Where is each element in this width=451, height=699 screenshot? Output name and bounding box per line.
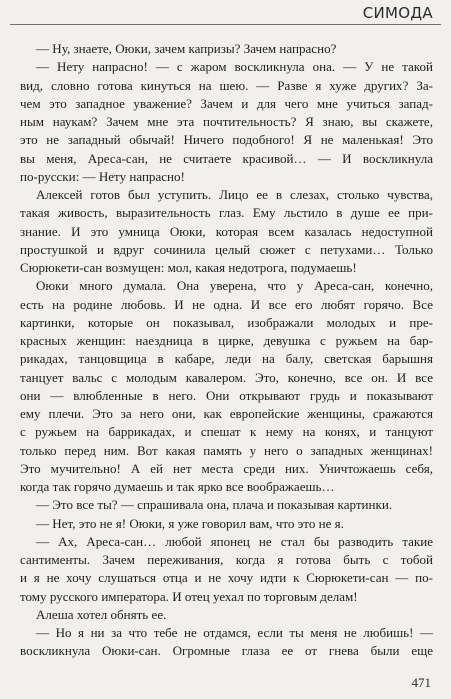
text-line: Алексей готов был уступить. Лицо ее в слезах, столько чувства, [36,187,433,202]
text-line: — Это все ты? — спрашивала она, плача и показывая картинки. [36,497,393,513]
text-line: и я не хочу слушаться отца и не хочу идти к Сюрюкети-сан — по- [20,570,433,586]
text-line: — Нету напрасно! — с жаром воскликнула она. — У не такой [36,59,433,75]
text-line: — Нет, это не я! Оюки, я уже говорил вам, что это не я. [36,515,344,531]
text-line: Алеша хотел обнять ее. [36,606,167,622]
text-line: тому русского императора. И отец уехал по торговым делам! [20,588,358,604]
running-head: СИМОДА [362,4,433,22]
text-line: красных женщин: наездница в цирке, девушка с ружьем на бар- [20,333,433,348]
text-line: есть на родине любовь. И не одна. И все его любят горячо. Все [20,296,433,312]
text-line: по-русски: — Нету напрасно! [20,168,185,184]
text-line: сантименты. Зачем переживания, когда я готова быть с тобой [20,552,433,567]
text-line: ным наукам? Зачем мне эта почтительность? Я знаю, вы скажете, [20,114,433,129]
page-number: 471 [411,675,431,690]
page-header [0,0,451,26]
text-line: знание. И это умница Оюки, которая всем казалась недоступной [20,223,433,239]
text-line: чем это западное уважение? Зачем и для чего мне учиться запад- [20,95,433,111]
text-line: Оюки много думала. Она уверена, что у Ареса-сан, конечно, [36,278,433,294]
text-line: Сюрюкети-сан возмущен: мол, какая недотрога, подумаешь! [20,260,357,275]
text-line: — Но я ни за что тебе не отдамся, если ты меня не любишь! — [36,625,433,640]
text-line: вид, словно готова кинуться на шею. — Разве я хуже других? За- [20,77,433,93]
header-rule [10,24,441,25]
text-line: воскликнула Оюки-сан. Огромные глаза ее от гнева были еще [20,643,433,659]
text-line: когда так горячо думаешь и так ярко все воображаешь… [20,479,335,494]
text-line: вы меня, Ареса-сан, не считаете красивой… — И воскликнула [20,150,433,166]
text-line: картинки, которые он показывал, изображали молодых и пре- [20,314,433,330]
text-line: Это мучительно! А ей нет места среди них. Уничтожаешь себя, [20,460,433,476]
text-line: танцует вальс с молодым кавалером. Это, конечно, все он. И все [20,369,433,385]
text-line: это не западный обычай! Ничего подобного! Я не маленькая! Это [20,132,433,148]
text-line: — Ну, знаете, Оюки, зачем капризы? Зачем напрасно? [36,41,337,56]
text-line: только перед ним. Вот какая память у него о западных женщинах! [20,442,433,458]
text-line: с ружьем на баррикадах, и спешат к нему на конях, и танцуют [20,424,433,440]
text-line: простушкой и вдруг сочинила целый сюжет с петухами… Только [20,241,433,257]
body-text [20,40,433,661]
text-line: они — влюбленные в него. Они открывают грудь и показывают [20,387,433,403]
text-line: рикадах, танцовщица в кабаре, леди на балу, светская барышня [20,351,433,367]
text-line: — Ах, Ареса-сан… любой японец не стал бы разводить такие [36,533,433,549]
text-line: такая живость, выразительность глаз. Ему льстило в душе ее при- [20,205,433,221]
text-line: ему плечи. Это за него они, как европейские женщины, сражаются [20,406,433,421]
